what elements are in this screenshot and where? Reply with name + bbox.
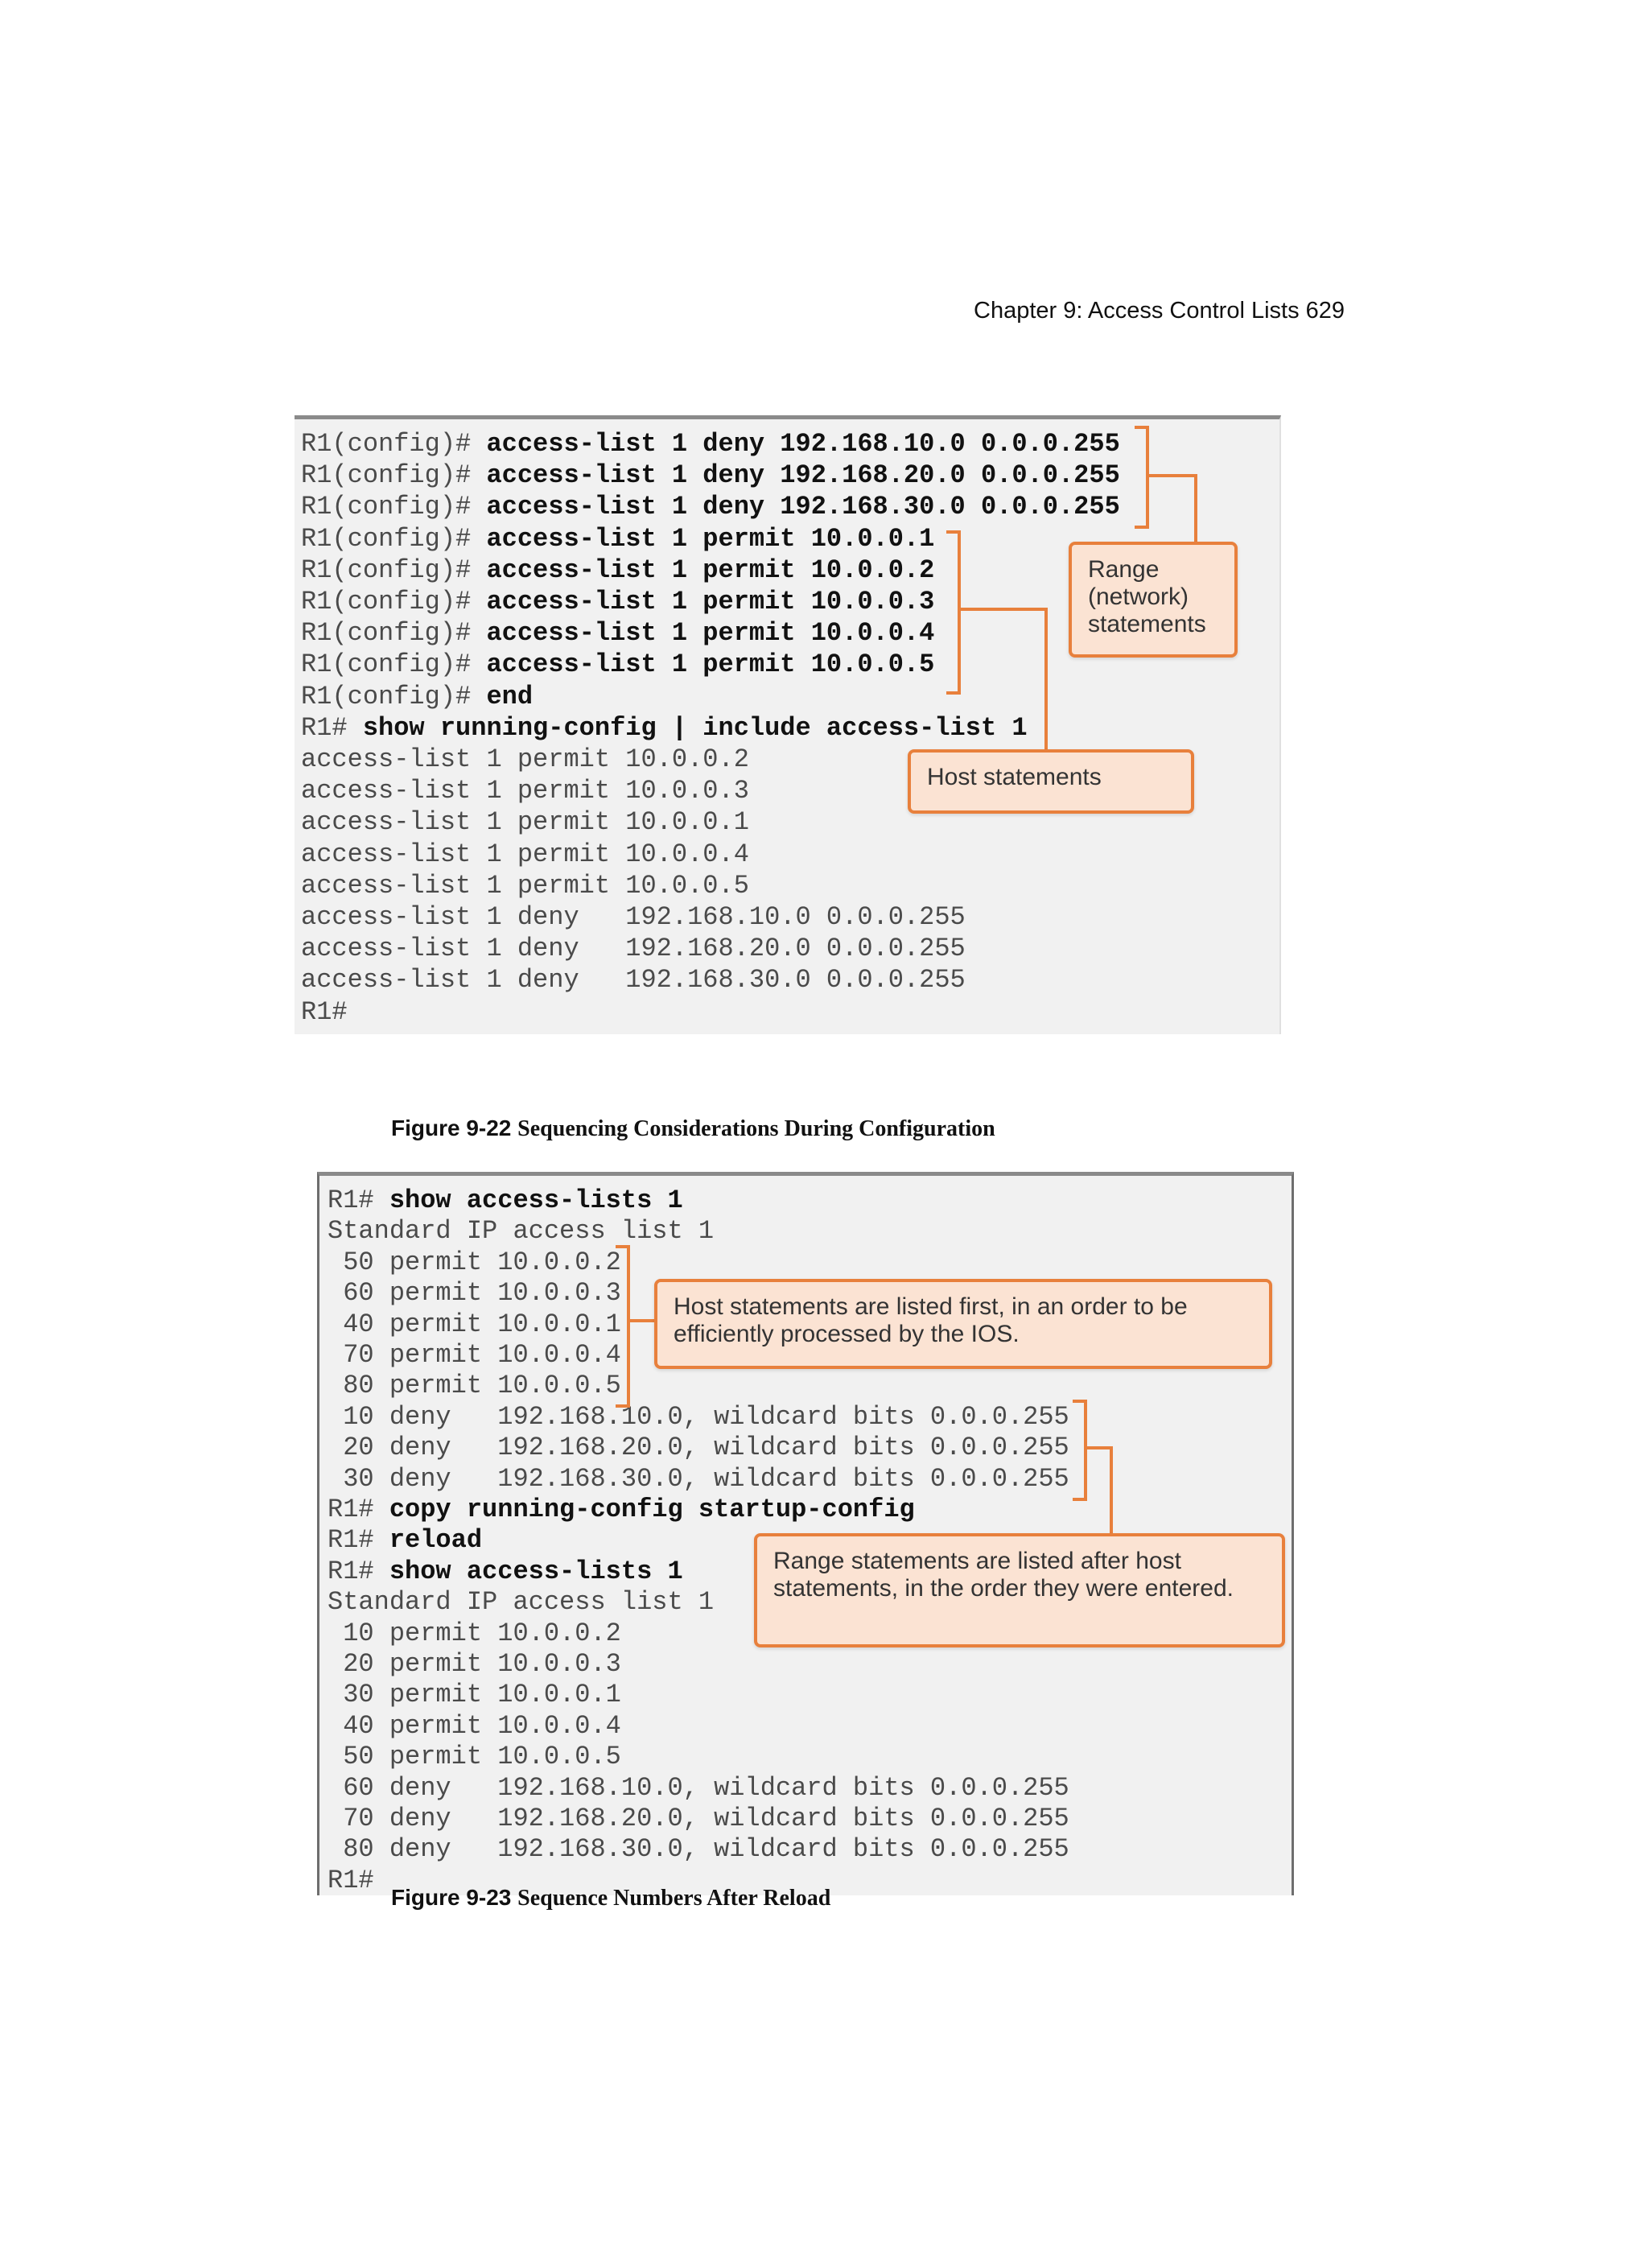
line-command: access-list 1 deny 192.168.20.0 0.0.0.255 <box>486 460 1120 491</box>
line-prompt: R1(config)# <box>301 492 487 522</box>
line-command: reload <box>389 1525 483 1556</box>
line-command: access-list 1 permit 10.0.0.4 <box>486 618 935 649</box>
terminal-line <box>328 1186 683 1216</box>
line-prompt: R1(config)# <box>301 523 487 554</box>
terminal-line <box>301 934 966 964</box>
terminal-line <box>328 1525 482 1556</box>
range-callout-text: Range statements are listed after host statements, in the order they were entered. <box>773 1548 1234 1602</box>
line-command: show running-config | include access-list 1 <box>362 712 1028 743</box>
terminal-line <box>301 649 934 680</box>
range-callout <box>1069 542 1238 658</box>
line-prompt: R1(config)# <box>301 460 487 491</box>
terminal-line <box>328 1309 621 1340</box>
terminal-line <box>301 460 1120 491</box>
line-prompt: 70 deny 192.168.20.0, wildcard bits 0.0.0.255 <box>328 1804 1069 1833</box>
terminal-line <box>301 713 1028 744</box>
terminal-line <box>328 1216 714 1247</box>
host-callout <box>654 1279 1272 1369</box>
range-connector-down <box>1110 1446 1113 1533</box>
terminal-line <box>328 1371 621 1401</box>
line-prompt: access-list 1 permit 10.0.0.1 <box>301 807 749 838</box>
terminal-line <box>301 524 934 555</box>
line-command: show access-lists 1 <box>389 1186 683 1215</box>
line-prompt: 80 deny 192.168.30.0, wildcard bits 0.0.0.255 <box>328 1834 1069 1865</box>
caption-title: Sequencing Considerations During Configuration <box>517 1116 995 1141</box>
line-prompt: 20 deny 192.168.20.0, wildcard bits 0.0.0.255 <box>328 1433 1069 1463</box>
line-command: access-list 1 permit 10.0.0.5 <box>486 649 935 680</box>
line-prompt: R1(config)# <box>301 618 487 649</box>
running-head: Chapter 9: Access Control Lists 629 <box>974 298 1345 324</box>
terminal-line <box>301 492 1120 522</box>
figure-9-23-terminal <box>317 1172 1294 1895</box>
host-bracket <box>946 530 961 695</box>
line-command: access-list 1 permit 10.0.0.2 <box>486 555 935 585</box>
line-prompt: 60 permit 10.0.0.3 <box>328 1278 621 1309</box>
line-prompt: access-list 1 deny 192.168.10.0 0.0.0.255 <box>301 902 966 932</box>
caption-number: Figure 9-23 <box>391 1885 512 1910</box>
terminal-line <box>328 1773 1069 1804</box>
line-prompt: 80 permit 10.0.0.5 <box>328 1371 621 1401</box>
line-prompt: 50 permit 10.0.0.2 <box>328 1247 621 1277</box>
terminal-line <box>328 1742 621 1772</box>
terminal-line <box>328 1834 1069 1865</box>
terminal-line <box>328 1866 374 1896</box>
terminal-line <box>301 997 348 1028</box>
terminal-line <box>301 807 749 838</box>
terminal-line <box>328 1804 1069 1834</box>
host-callout-text: Host statements <box>927 764 1102 790</box>
terminal-line <box>328 1495 915 1525</box>
terminal-line <box>301 902 966 933</box>
line-command: access-list 1 permit 10.0.0.1 <box>486 523 935 554</box>
host-callout-text: Host statements are listed first, in an order to be efficiently processed by the IOS. <box>674 1293 1188 1347</box>
range-callout-text: Range (network) statements <box>1088 556 1206 637</box>
line-prompt: R1# <box>328 1556 389 1586</box>
line-prompt: R1# <box>301 996 348 1027</box>
line-command: access-list 1 deny 192.168.30.0 0.0.0.255 <box>486 492 1120 522</box>
terminal-line <box>301 871 749 901</box>
terminal-line <box>328 1711 621 1742</box>
caption-figure-9-23 <box>391 1885 830 1911</box>
figure-9-22-terminal <box>295 415 1281 1034</box>
line-prompt: access-list 1 permit 10.0.0.3 <box>301 776 749 806</box>
line-prompt: 40 permit 10.0.0.4 <box>328 1710 621 1741</box>
line-prompt: R1# <box>328 1525 389 1556</box>
line-prompt: access-list 1 permit 10.0.0.5 <box>301 870 749 901</box>
line-prompt: Standard IP access list 1 <box>328 1216 715 1247</box>
terminal-line <box>301 587 934 617</box>
line-prompt: 10 deny 192.168.10.0, wildcard bits 0.0.0.255 <box>328 1401 1069 1432</box>
terminal-line <box>301 744 749 775</box>
line-prompt: R1# <box>301 712 363 743</box>
terminal-line <box>301 429 1120 460</box>
line-prompt: 70 permit 10.0.0.4 <box>328 1340 621 1370</box>
terminal-line <box>328 1402 1069 1433</box>
range-callout <box>754 1533 1285 1647</box>
terminal-line <box>328 1278 621 1309</box>
terminal-line <box>301 555 934 586</box>
caption-title: Sequence Numbers After Reload <box>517 1886 831 1911</box>
line-command: end <box>486 681 534 711</box>
terminal-line <box>301 965 966 996</box>
line-command: access-list 1 deny 192.168.10.0 0.0.0.255 <box>486 429 1120 459</box>
line-prompt: 20 permit 10.0.0.3 <box>328 1649 621 1679</box>
line-prompt: Standard IP access list 1 <box>328 1587 715 1618</box>
terminal-line <box>301 776 749 806</box>
host-bracket <box>616 1245 630 1408</box>
caption-figure-9-22 <box>391 1115 995 1142</box>
line-prompt: R1(config)# <box>301 555 487 585</box>
terminal-line <box>328 1619 621 1649</box>
line-prompt: R1# <box>328 1186 389 1215</box>
terminal-line <box>328 1247 621 1278</box>
line-prompt: access-list 1 permit 10.0.0.2 <box>301 744 749 774</box>
line-prompt: R1(config)# <box>301 649 487 680</box>
host-connector <box>630 1319 654 1322</box>
caption-number: Figure 9-22 <box>391 1115 512 1140</box>
terminal-line <box>328 1649 621 1680</box>
line-prompt: R1(config)# <box>301 429 487 459</box>
line-prompt: R1(config)# <box>301 681 487 711</box>
line-prompt: 10 permit 10.0.0.2 <box>328 1618 621 1648</box>
host-callout <box>908 749 1194 814</box>
terminal-line <box>301 839 749 870</box>
terminal-line <box>328 1587 714 1618</box>
terminal-line <box>328 1340 621 1371</box>
line-prompt: 50 permit 10.0.0.5 <box>328 1742 621 1772</box>
host-connector <box>961 608 1048 611</box>
terminal-line <box>328 1433 1069 1463</box>
range-bracket <box>1135 426 1149 529</box>
line-prompt: R1(config)# <box>301 587 487 616</box>
line-prompt: access-list 1 permit 10.0.0.4 <box>301 839 749 869</box>
range-connector <box>1149 474 1197 477</box>
line-command: copy running-config startup-config <box>389 1495 915 1524</box>
line-prompt: 40 permit 10.0.0.1 <box>328 1309 621 1339</box>
line-command: access-list 1 permit 10.0.0.3 <box>486 587 935 616</box>
terminal-line <box>301 618 934 649</box>
line-prompt: 30 deny 192.168.30.0, wildcard bits 0.0.0.255 <box>328 1463 1069 1494</box>
range-bracket <box>1073 1400 1087 1501</box>
terminal-line <box>328 1557 683 1587</box>
line-prompt: 30 permit 10.0.0.1 <box>328 1680 621 1710</box>
range-connector-down <box>1194 474 1197 542</box>
line-prompt: access-list 1 deny 192.168.20.0 0.0.0.255 <box>301 934 966 964</box>
line-prompt: R1# <box>328 1495 389 1524</box>
line-prompt: 60 deny 192.168.10.0, wildcard bits 0.0.0.255 <box>328 1772 1069 1803</box>
host-connector-down <box>1044 608 1048 749</box>
line-command: show access-lists 1 <box>389 1556 683 1586</box>
terminal-line <box>328 1680 621 1710</box>
terminal-line <box>301 682 533 712</box>
line-prompt: R1# <box>328 1865 374 1895</box>
terminal-line <box>328 1464 1069 1495</box>
line-prompt: access-list 1 deny 192.168.30.0 0.0.0.255 <box>301 965 966 996</box>
